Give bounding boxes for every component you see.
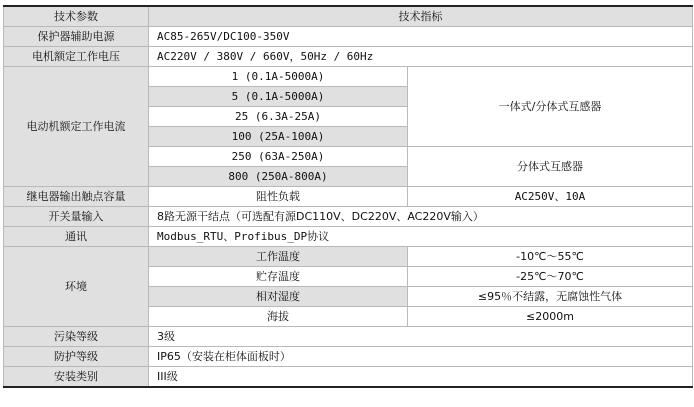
pollution-label: 污染等级	[4, 327, 149, 347]
environment-label: 环境	[4, 247, 149, 327]
table-row	[4, 47, 693, 67]
ct-type-split: 分体式互感器	[408, 147, 693, 187]
table-header-row	[4, 6, 693, 27]
switch-input-label: 开关量输入	[4, 207, 149, 227]
comm-label: 通讯	[4, 227, 149, 247]
header-spec: 技术指标	[149, 6, 693, 27]
table-row	[4, 187, 693, 207]
install-value: III级	[149, 367, 693, 388]
rated-current-label: 电动机额定工作电流	[4, 67, 149, 187]
pollution-value: 3级	[149, 327, 693, 347]
ct-type-integrated: 一体式/分体式互感器	[408, 67, 693, 147]
switch-input-value: 8路无源干结点（可选配有源DC110V、DC220V、AC220V输入）	[149, 207, 693, 227]
current-range-1: 1 (0.1A-5000A)	[149, 67, 408, 87]
current-range-250: 250 (63A-250A)	[149, 147, 408, 167]
table-row	[4, 347, 693, 367]
protection-label: 防护等级	[4, 347, 149, 367]
env-item-value: ≤95％不结露，无腐蚀性气体	[408, 287, 693, 307]
aux-power-value: AC85-265V/DC100-350V	[149, 27, 693, 47]
table-row	[4, 227, 693, 247]
install-label: 安装类别	[4, 367, 149, 388]
current-range-25: 25 (6.3A-25A)	[149, 107, 408, 127]
header-param: 技术参数	[4, 6, 149, 27]
aux-power-label: 保护器辅助电源	[4, 27, 149, 47]
env-item-value: -25℃～70℃	[408, 267, 693, 287]
comm-value: Modbus_RTU、Profibus_DP协议	[149, 227, 693, 247]
relay-output-sub: 阻性负载	[149, 187, 408, 207]
env-item-name: 工作温度	[149, 247, 408, 267]
rated-voltage-label: 电机额定工作电压	[4, 47, 149, 67]
env-item-name: 相对湿度	[149, 287, 408, 307]
table-row	[4, 327, 693, 347]
env-item-value: -10℃～55℃	[408, 247, 693, 267]
relay-output-label: 继电器输出触点容量	[4, 187, 149, 207]
table-row	[4, 207, 693, 227]
env-item-value: ≤2000m	[408, 307, 693, 327]
table-row	[4, 367, 693, 388]
rated-voltage-value: AC220V / 380V / 660V，50Hz / 60Hz	[149, 47, 693, 67]
spec-table	[3, 5, 693, 388]
relay-output-value: AC250V、10A	[408, 187, 693, 207]
env-item-name: 海拔	[149, 307, 408, 327]
env-item-name: 贮存温度	[149, 267, 408, 287]
current-range-5: 5 (0.1A-5000A)	[149, 87, 408, 107]
table-row	[4, 27, 693, 47]
current-range-100: 100 (25A-100A)	[149, 127, 408, 147]
current-range-800: 800 (250A-800A)	[149, 167, 408, 187]
table-row	[4, 247, 693, 267]
protection-value: IP65（安装在柜体面板时）	[149, 347, 693, 367]
table-row	[4, 67, 693, 87]
